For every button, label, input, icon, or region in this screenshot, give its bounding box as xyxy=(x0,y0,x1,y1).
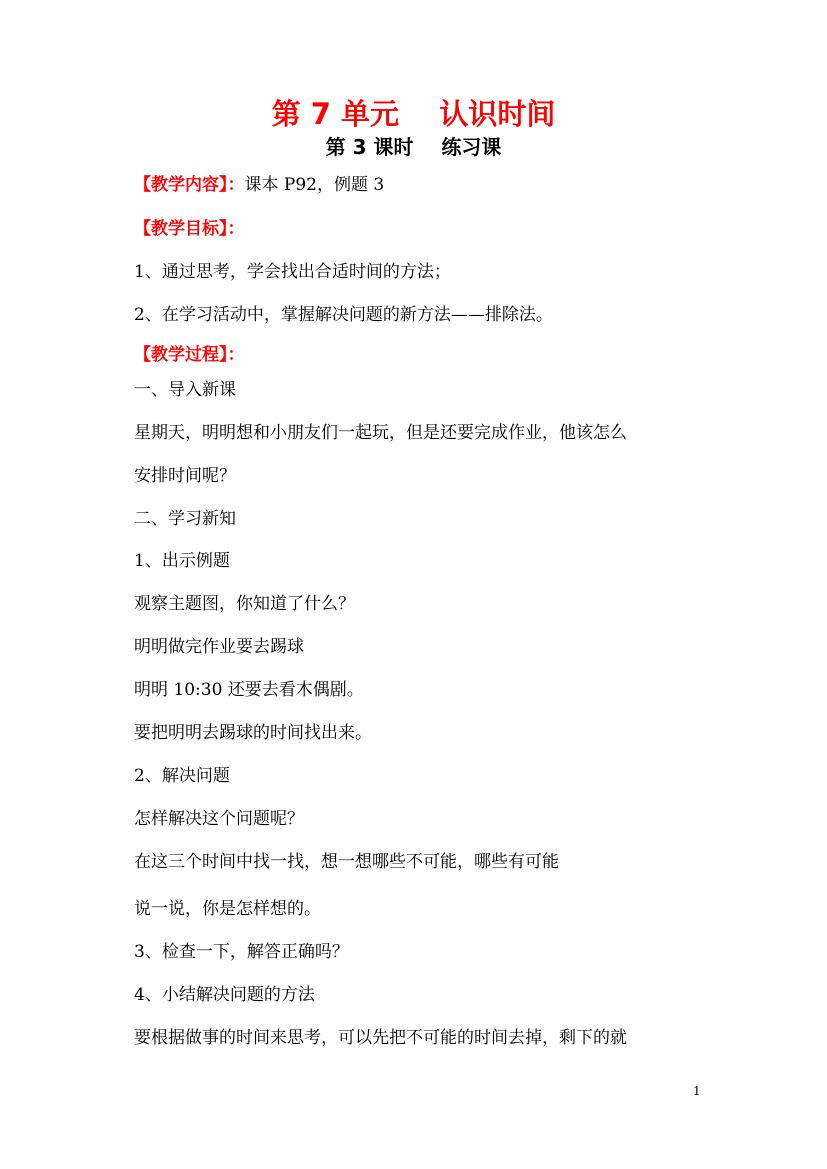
process-line: 怎样解决这个问题呢？ xyxy=(134,809,304,829)
process-line: 二、学习新知 xyxy=(134,509,236,529)
process-line: 安排时间呢？ xyxy=(134,466,236,486)
process-line: 要把明明去踢球的时间找出来。 xyxy=(134,723,372,743)
process-line: 3、检查一下，解答正确吗？ xyxy=(134,942,349,962)
process-line: 一、导入新课 xyxy=(134,380,236,400)
teaching-process-label: 【教学过程】： xyxy=(134,345,245,365)
process-line: 要根据做事的时间来思考，可以先把不可能的时间去掉，剩下的就 xyxy=(134,1028,627,1048)
process-line: 明明 10:30 还要去看木偶剧。 xyxy=(134,680,364,700)
goal-item: 1、通过思考，学会找出合适时间的方法； xyxy=(134,262,451,282)
process-line: 在这三个时间中找一找，想一想哪些不可能，哪些有可能 xyxy=(134,852,559,872)
process-line: 说一说，你是怎样想的。 xyxy=(134,899,321,919)
process-line: 1、出示例题 xyxy=(134,551,230,571)
teaching-content-text: 课本 P92，例题 3 xyxy=(244,175,385,195)
teaching-content-label: 【教学内容】： xyxy=(134,175,245,195)
process-line: 2、解决问题 xyxy=(134,766,230,786)
page-number: 1 xyxy=(693,1084,701,1098)
process-line: 4、小结解决问题的方法 xyxy=(134,985,315,1005)
page-title: 第 7 单元 认识时间 xyxy=(271,97,556,131)
process-line: 星期天，明明想和小朋友们一起玩，但是还要完成作业，他该怎么 xyxy=(134,423,627,443)
goal-item: 2、在学习活动中，掌握解决问题的新方法——排除法。 xyxy=(134,305,553,325)
lesson-subtitle: 第 3 课时 练习课 xyxy=(325,135,502,159)
teaching-goals-label: 【教学目标】： xyxy=(134,219,245,239)
process-line: 明明做完作业要去踢球 xyxy=(134,637,304,657)
teaching-content-line xyxy=(134,172,384,198)
process-line: 观察主题图，你知道了什么？ xyxy=(134,594,355,614)
